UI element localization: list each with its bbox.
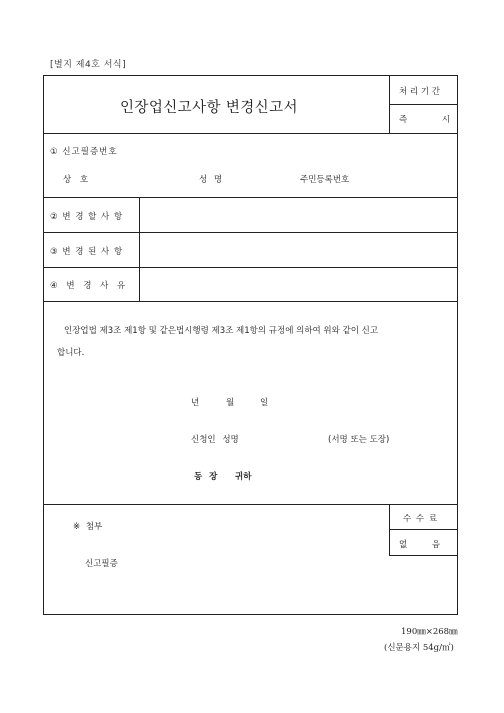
sections-label-divider [139,197,140,301]
section1-bottom-line [44,197,457,198]
fee-header: 수 수 료 [403,514,439,524]
statement-line1: 인장업법 제3조 제1항 및 같은법시행령 제3조 제1항의 규정에 의하여 위와 같이 신고 [64,326,379,336]
fee-value: 없 음 [399,540,441,550]
field-owner-name: 성 명 [199,175,223,185]
section2-label: ② 변 경 할 사 항 [50,212,124,222]
fee-row-divider [389,529,458,530]
date-day: 일 [260,398,269,408]
date-year: 년 [191,398,200,408]
section2-bottom-line [44,232,457,233]
paper-size: 190㎜×268㎜ [401,627,458,637]
section3-label: ③ 변 경 된 사 항 [50,247,124,257]
statement-line2: 합니다. [57,348,85,358]
form-number-label: [별지 제4호 서식] [50,60,127,70]
applicant-name-label: 신청인 성명 [191,435,239,445]
processing-period-header: 처 리 기 간 [399,87,440,97]
field-resident-number: 주민등록번호 [300,175,350,185]
statement-bottom-line [44,504,457,505]
title-bottom-line [44,133,457,134]
attachment-label: ※ 첨부 [73,522,103,532]
addressee-gwiha: 귀하 [235,472,252,482]
processing-row-divider [389,104,458,105]
date-month: 월 [226,398,235,408]
section3-bottom-line [44,267,457,268]
section4-label: ④ 변 경 사 유 [50,281,127,291]
addressee-dong: 동 장 [194,472,218,482]
attachment-item: 신고필증 [85,559,118,569]
processing-period-value: 즉 시 [399,115,455,125]
section4-bottom-line [44,301,457,302]
section1-heading: ① 신고필증번호 [50,147,118,157]
signature-note: (서명 또는 도장) [328,435,390,445]
fee-bottom-line [389,555,458,556]
form-title: 인장업신고사항 변경신고서 [120,100,298,116]
paper-spec: (신문용지 54g/㎡) [384,643,454,653]
field-trade-name: 상 호 [63,175,89,185]
